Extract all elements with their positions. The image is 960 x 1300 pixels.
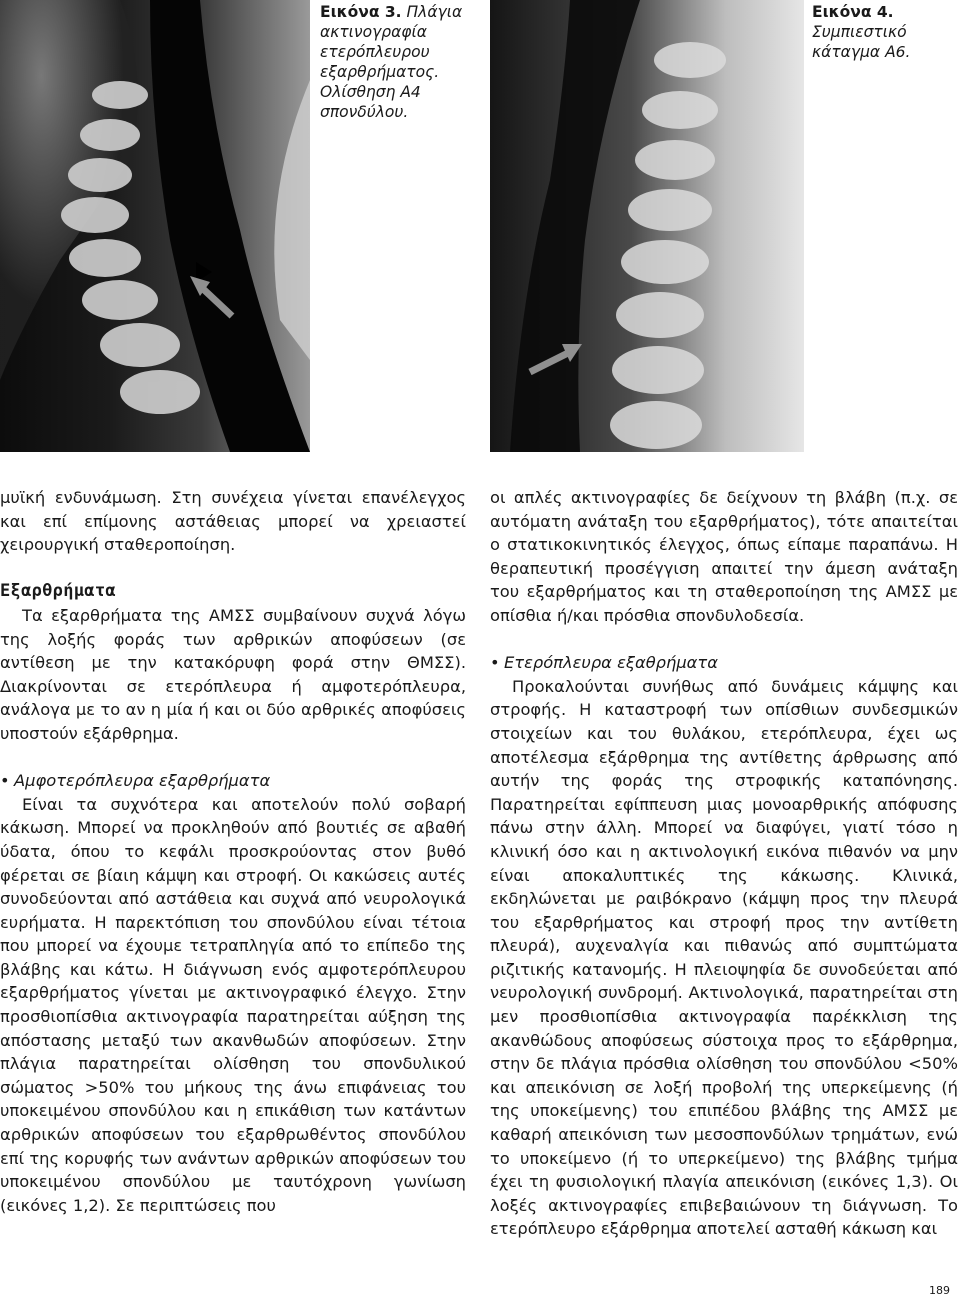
figure4-caption bbox=[812, 2, 957, 62]
right-column bbox=[490, 486, 958, 1241]
figure3-xray-image bbox=[0, 0, 310, 452]
figure3-caption-text: Πλάγια ακτινογραφία ετερόπλευρου εξαρθρήματος. Ολίσθηση Α4 σπονδύλου. bbox=[320, 3, 463, 121]
section-heading-exarthrimata: Εξαρθρήματα bbox=[0, 581, 116, 602]
left-paragraph-definition: Τα εξαρθρήματα της ΑΜΣΣ συμβαίνουν συχνά λόγω της λοξής φοράς των αρθρικών αποφύσεων (σε αντίθεση με την κατακόρυφη φορά στην ΘΜΣΣ). Διακρίνονται σε ετερόπλευρα ή αμφοτερόπλευρα, ανάλογα με το αν η μία ή και οι δύο αρθρικές αποφύσεις υποστούν εξάρθρημα. bbox=[0, 605, 466, 743]
bullet-dot-icon: • bbox=[0, 771, 10, 791]
bullet-unilateral-label: Ετερόπλευρα εξαθρήματα bbox=[504, 653, 718, 673]
figure4-label: Εικόνα 4. bbox=[812, 3, 894, 21]
left-paragraph-bilateral: Είναι τα συχνότερα και αποτελούν πολύ σοβαρή κάκωση. Μπορεί να προκληθούν από βουτιές σε αβαθή ύδατα, όπου το κεφάλι προσκρούοντας στον βυθό φέρεται σε βίαιη κάμψη και στροφή. Οι κακώσεις αυτές συνοδεύονται από αστάθεια και συχνά από νευρολογικά ευρήματα. Η παρεκτόπιση του σπονδύλου είναι τέτοια που μπορεί να έχουμε τετραπληγία από το επίπεδο της βλάβης και κάτω. Η διάγνωση ενός αμφοτερόπλευρου εξαρθρήματος γίνεται με ακτινογραφικό έλεγχο. Στην προσθιοπίσθια ακτινογραφία παρατηρείται αύξηση της απόστασης μεταξύ των ακανθωδών αποφύσεων. Στην πλάγια παρατηρείται ολίσθηση του σπονδυλικού σώματος >50% του μήκους της άνω επιφάνειας του υποκειμένου σπονδύλου και η επικάθιση των κατάντων αρθρικών αποφύσεων του εξαρθρωθέντος σπονδύλου επί της κορυφής των ανάντων αρθρικών αποφύσεων του υποκειμένου σπονδύλου με ταυτόχρονη γωνίωση (εικόνες 1,2). Σε περιπτώσεις που bbox=[0, 794, 466, 1215]
bullet-bilateral bbox=[0, 769, 466, 793]
right-paragraph-intro: οι απλές ακτινογραφίες δε δείχνουν τη βλάβη (π.χ. σε αυτόματη ανάταξη του εξαρθρήματος), τότε απαιτείται ο στατικοκινητικός έλεγχος, όπως είπαμε παραπάνω. Η θεραπευτική προσέγγιση απαιτεί την άμεση ανάταξη του εξαρθρήματος και τη σταθεροποίηση της ΑΜΣΣ με οπίσθια ή/και πρόσθια σπονδυλοδεσία. bbox=[490, 488, 958, 625]
right-paragraph-unilateral: Προκαλούνται συνήθως από δυνάμεις κάμψης και στροφής. Η καταστροφή των οπίσθιων συνδεσμικών στοιχείων και του θυλάκου, ετερόπλευρα, έχει ως αποτέλεσμα εξάρθρημα της αντίθετης άρθρωσης από αυτήν της φοράς της στροφικής καταπόνησης. Παρατηρείται εφίππευση μιας μονοαρθρικής απόφυσης πάνω στην άλλη. Μπορεί να διαφύγει, γιατί τόσο η κλινική όσο και η ακτινολογική εικόνα πιθανόν να μην είναι αποκαλυπτικές της κάκωσης. Κλινικά, εκδηλώνεται με ραιβόκρανο (κάμψη προς την πλευρά του εξαρθρήματος και στροφή προς την αντίθετη πλευρά), αυχεναλγία και πιθανώς από συμπτώματα ριζιτικής κατανομής. Η πλειοψηφία δε συνοδεύεται από νευρολογική συνδρομή. Ακτινολογικά, παρατηρείται στη μεν προσθιοπίσθια ακτινογραφία παρέκκλιση της ακανθώδους αποφύσεως σύστοιχα προς το εξάρθρημα, στην δε πλάγια πρόσθια ολίσθηση του σπονδύλου <50% και απεικόνιση σε λοξή προβολή της υπερκείμενης (ή της υποκείμενης) του επιπέδου βλάβης της ΑΜΣΣ με καθαρή απεικόνιση των μεσοσπονδύλων τρημάτων, ενώ το υποκείμενο (ή το υπερκείμενο) της βλάβης τμήμα έχει τη φυσιολογική πλαγία απεικόνιση (εικόνες 1,3). Οι λοξές ακτινογραφίες επιβεβαιώνουν τη διάγνωση. Το ετερόπλευρο εξάρθρημα αποτελεί ασταθή κάκωση και bbox=[490, 676, 958, 1239]
left-paragraph-intro: μυϊκή ενδυνάμωση. Στη συνέχεια γίνεται επανέλεγχος και επί επίμονης αστάθειας μπορεί να χρειαστεί χειρουργική σταθεροποίηση. bbox=[0, 488, 466, 555]
bullet-unilateral bbox=[490, 651, 958, 675]
bullet-bilateral-label: Αμφοτερόπλευρα εξαρθρήματα bbox=[14, 771, 271, 791]
left-column bbox=[0, 486, 466, 1217]
figure3-caption bbox=[320, 2, 476, 122]
figure4-xray-image bbox=[490, 0, 804, 452]
figure3-label: Εικόνα 3. bbox=[320, 3, 402, 21]
figure4-caption-text: Συμπιεστικό κάταγμα Α6. bbox=[812, 23, 911, 61]
page-number: 189 bbox=[929, 1284, 950, 1297]
bullet-dot-icon: • bbox=[490, 653, 500, 673]
